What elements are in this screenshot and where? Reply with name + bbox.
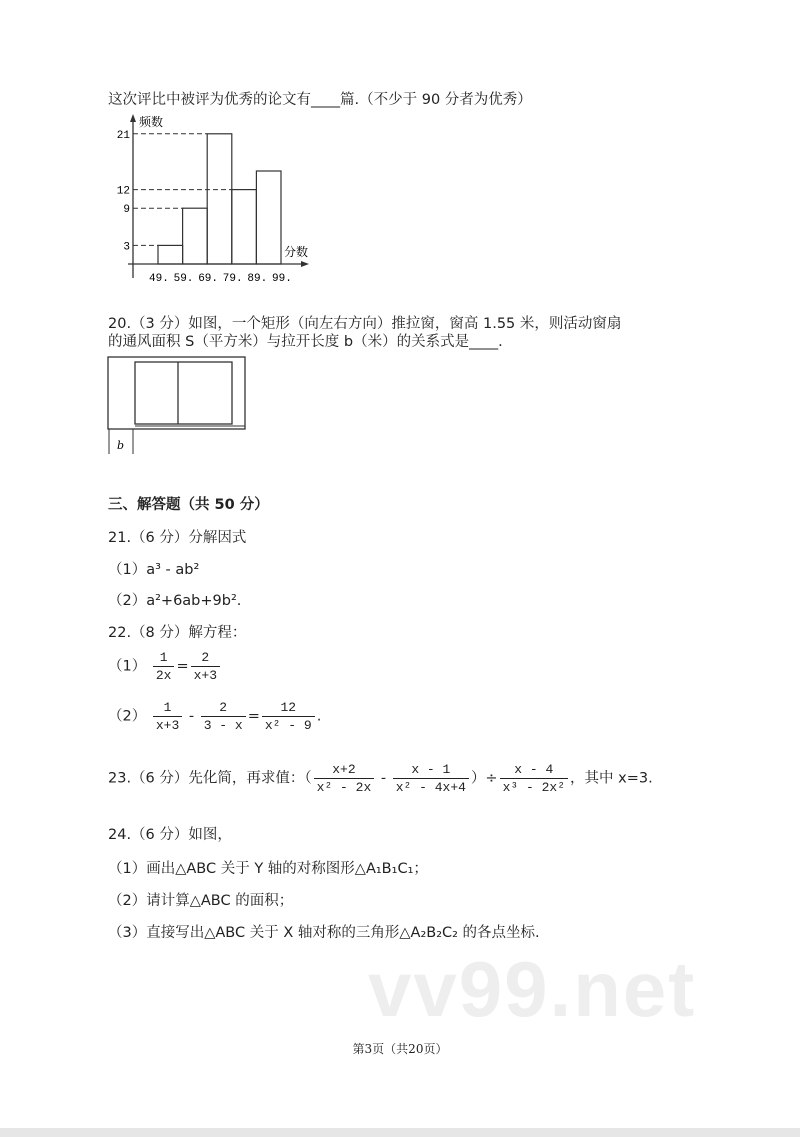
y-tick-label: 12 — [116, 185, 130, 198]
answer-blank: ____ — [311, 92, 340, 108]
y-tick-label: 21 — [116, 129, 130, 142]
q24-part2: （2）请计算△ABC 的面积； — [108, 893, 294, 909]
x-tick-label: 89. — [247, 273, 268, 285]
fraction: $\frac{1}{2x}$ — [153, 650, 175, 683]
q22-title: 22.（8 分）解方程： — [108, 625, 247, 641]
x-tick-label: 59. — [173, 273, 194, 285]
q23: 23.（6 分）先化简，再求值：（ $\frac{x+2}{\text{x² - 2x}}$ - $\frac{x - 1}{\text{x² - 4x+4}}$ ）÷ $\frac{x - 4}{\text{x³ - 2x²}}$ ，其中 x=3. — [108, 762, 653, 795]
q22-part2: （2） $\frac{1}{x+3}$ - $\frac{2}{3 - x}$ = $\frac{12}{\text{x² - 9}}$ . — [108, 700, 322, 733]
q20-line2: 的通风面积 S（平方米）与拉开长度 b（米）的关系式是____. — [108, 334, 503, 350]
window-figure — [100, 352, 260, 462]
y-tick-label: 3 — [123, 241, 130, 254]
y-tick-label: 9 — [123, 204, 130, 217]
q22-part1: （1） $\frac{1}{2x}$ = $\frac{2}{x+3}$ — [108, 650, 222, 683]
q20-line1: 20.（3 分）如图，一个矩形（向左右方向）推拉窗，窗高 1.55 米，则活动窗扇 — [108, 316, 622, 332]
x-tick-label: 49. — [149, 273, 169, 285]
histogram-chart — [100, 108, 330, 288]
fraction: $\frac{x - 1}{\text{x² - 4x+4}}$ — [393, 762, 469, 795]
x-tick-label: 99. — [272, 273, 292, 285]
fraction: $\frac{2}{x+3}$ — [191, 650, 220, 683]
x-axis-label: 分数 — [284, 245, 309, 259]
b-label: b — [117, 439, 125, 452]
watermark: vv99.net — [368, 945, 697, 1033]
section-heading: 三、解答题（共 50 分） — [108, 497, 269, 513]
fraction: $\frac{x+2}{\text{x² - 2x}}$ — [314, 762, 375, 795]
q19-text-after: 篇.（不少于 90 分者为优秀） — [340, 92, 532, 108]
q24-part3: （3）直接写出△ABC 关于 X 轴对称的三角形△A₂B₂C₂ 的各点坐标. — [108, 925, 540, 941]
y-axis-label: 频数 — [139, 115, 164, 129]
part-label: （1） — [108, 658, 147, 675]
x-tick-label: 69. — [198, 273, 219, 285]
histogram-bar — [183, 208, 208, 264]
window-sash — [135, 362, 232, 424]
x-tick-label: 79. — [222, 273, 243, 285]
histogram-bar — [158, 245, 183, 264]
part-label: （2） — [108, 708, 147, 725]
fraction: $\frac{1}{x+3}$ — [153, 700, 182, 733]
q24-part1: （1）画出△ABC 关于 Y 轴的对称图形△A₁B₁C₁； — [108, 861, 428, 877]
y-axis-arrow-icon — [130, 114, 136, 122]
q24-title: 24.（6 分）如图， — [108, 827, 232, 843]
fraction: $\frac{x - 4}{\text{x³ - 2x²}}$ — [500, 762, 568, 795]
fraction: $\frac{2}{3 - x}$ — [201, 700, 246, 733]
x-axis-arrow-icon — [301, 261, 309, 267]
histogram-bar — [232, 190, 257, 264]
fraction: $\frac{12}{\text{x² - 9}}$ — [262, 700, 315, 733]
q21-title: 21.（6 分）分解因式 — [108, 530, 247, 546]
histogram-bar — [207, 134, 232, 264]
q19-text: 这次评比中被评为优秀的论文有 — [108, 92, 311, 108]
q21-part2: （2）a²+6ab+9b². — [108, 593, 242, 609]
window-frame — [108, 357, 245, 429]
q21-part1: （1）a³ - ab² — [108, 562, 200, 578]
page-edge — [0, 1128, 800, 1137]
q19-tail — [108, 88, 532, 109]
histogram-bar — [256, 171, 281, 264]
page-footer: 第3页（共20页） — [352, 1042, 448, 1056]
